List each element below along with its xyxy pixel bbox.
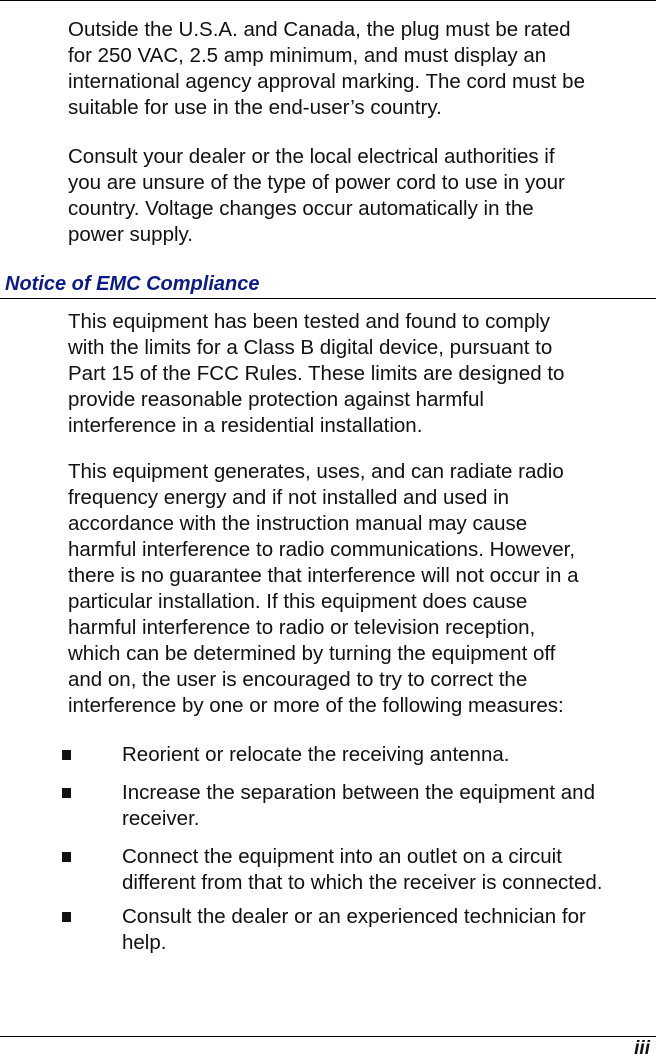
square-bullet-icon <box>62 852 71 862</box>
text-line: accordance with the instruction manual may cause <box>68 512 528 535</box>
text-line: with the limits for a Class B digital device, pursuant to <box>68 336 553 359</box>
text-line: harmful interference to radio communications. However, <box>68 538 576 561</box>
text-line: suitable for use in the end-user’s country. <box>68 96 442 119</box>
text-line: Part 15 of the FCC Rules. These limits are designed to <box>68 362 565 385</box>
section-heading: Notice of EMC Compliance <box>5 273 260 295</box>
bullet-item <box>122 844 602 896</box>
paragraph-class-b <box>68 309 564 439</box>
text-line: different from that to which the receiver is connected. <box>122 871 603 894</box>
text-line: and on, the user is encouraged to try to correct the <box>68 668 528 691</box>
text-line: for 250 VAC, 2.5 amp minimum, and must display an <box>68 44 547 67</box>
text-line: frequency energy and if not installed and used in <box>68 486 510 509</box>
text-line: which can be determined by turning the equipment off <box>68 642 556 665</box>
text-line: there is no guarantee that interference will not occur in a <box>68 564 579 587</box>
text-line: interference in a residential installation. <box>68 414 423 437</box>
text-line: Outside the U.S.A. and Canada, the plug must be rated <box>68 18 571 41</box>
text-line: receiver. <box>122 807 200 830</box>
footer-rule <box>0 1036 656 1037</box>
text-line: Connect the equipment into an outlet on a circuit <box>122 845 562 868</box>
text-line: Reorient or relocate the receiving antenna. <box>122 743 510 766</box>
square-bullet-icon <box>62 750 71 760</box>
text-line: provide reasonable protection against harmful <box>68 388 484 411</box>
text-line: Increase the separation between the equipment and <box>122 781 595 804</box>
text-line: power supply. <box>68 223 193 246</box>
text-line: particular installation. If this equipment does cause <box>68 590 528 613</box>
text-line: you are unsure of the type of power cord to use in your <box>68 171 565 194</box>
top-rule <box>0 0 656 1</box>
square-bullet-icon <box>62 912 71 922</box>
text-line: country. Voltage changes occur automatically in the <box>68 197 534 220</box>
text-line: Consult the dealer or an experienced technician for <box>122 905 586 928</box>
heading-rule <box>0 298 656 299</box>
bullet-item <box>122 904 586 956</box>
paragraph-interference <box>68 459 579 719</box>
text-line: interference by one or more of the following measures: <box>68 694 564 717</box>
text-line: Consult your dealer or the local electrical authorities if <box>68 145 555 168</box>
text-line: This equipment has been tested and found to comply <box>68 310 551 333</box>
text-line: help. <box>122 931 167 954</box>
bullet-item <box>122 742 509 768</box>
text-line: harmful interference to radio or television reception, <box>68 616 536 639</box>
paragraph-plug-rating <box>68 17 585 121</box>
square-bullet-icon <box>62 788 71 798</box>
paragraph-consult-dealer <box>68 144 565 248</box>
page-number: iii <box>634 1038 650 1059</box>
text-line: This equipment generates, uses, and can radiate radio <box>68 460 564 483</box>
text-line: international agency approval marking. The cord must be <box>68 70 585 93</box>
bullet-item <box>122 780 595 832</box>
